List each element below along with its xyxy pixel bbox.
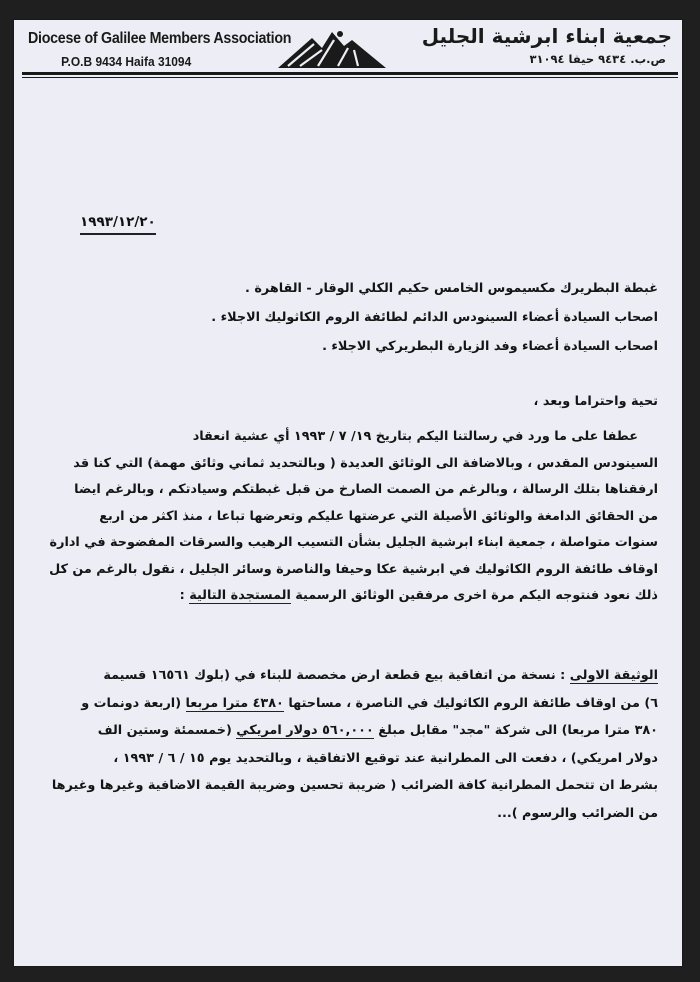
doc1-text: (اربعة دونمات و [81, 695, 186, 711]
doc1-line [40, 662, 658, 690]
pobox-ar: ص.ب. ٩٤٣٤ حيفا ٣١٠٩٤ [529, 52, 666, 66]
addressee-block [40, 274, 658, 361]
doc1-text: : نسخة من اتفاقية بيع قطعة ارض مخصصة للبناء في (بلوك ١٦٥٦١ قسيمة [103, 668, 570, 683]
org-name-en: Diocese of Galilee Members Association [28, 30, 292, 47]
doc1-text: ٦) من اوقاف طائفة الروم الكاثوليك في الناصرة ، مساحتها [283, 695, 658, 711]
paragraph-last-prefix: ذلك نعود فنتوجه اليكم مرة اخرى مرفقين الوثائق الرسمية [290, 588, 658, 603]
paragraph-line: عطفا على ما ورد في رسالتنا اليكم بتاريخ ١٩/ ٧ / ١٩٩٣ أي عشية انعقاد [192, 429, 638, 444]
doc1-price: ٥٦٠,٠٠٠ دولار امريكي [236, 723, 374, 738]
doc1-text: (خمسمئة وستين الف [97, 723, 237, 738]
document-one-paragraph [40, 662, 658, 827]
doc1-label: الوثيقة الاولى [569, 668, 658, 683]
paragraph-line: سنوات متواصلة ، جمعية ابناء ابرشية الجليل بشأن التسيب الرهيب والسرقات المفضوحة في ادارة [49, 535, 658, 550]
paragraph-line: اوقاف طائفة الروم الكاثوليك في ابرشية عكا وحيفا والناصرة وسائر الجليل ، نقول بالرغم من كل [49, 561, 658, 577]
org-name-ar: جمعية ابناء ابرشية الجليل [421, 24, 672, 48]
paragraph-line: السينودس المقدس ، وبالاضافة الى الوثائق العديدة ( وبالتحديد ثماني وثائق مهمة) التي كنا قد [73, 455, 658, 471]
doc1-area: ٤٣٨٠ مترا مربعا [185, 695, 284, 711]
addressee-line: اصحاب السيادة أعضاء وفد الزيارة البطريركي الاجلاء . [322, 339, 658, 354]
paragraph-line: من الحقائق الدامغة والوثائق الأصيلة التي عرضتها عليكم وتعرضها تباعا ، منذ اكثر من اربع [99, 508, 658, 524]
doc1-line [40, 717, 658, 745]
main-paragraph [40, 424, 658, 610]
greeting [40, 394, 658, 409]
paragraph-last-line [40, 583, 658, 610]
doc1-line: دولار امريكي) ، دفعت الى المطرانية عند توقيع الاتفاقية ، وبالتحديد يوم ١٥ / ٦ / ١٩٩٣ ، [113, 750, 658, 766]
addressee-line: اصحاب السيادة أعضاء السينودس الدائم لطائفة الروم الكاثوليك الاجلاء . [211, 310, 658, 325]
paragraph-last-suffix: : [179, 588, 190, 603]
doc1-line: بشرط ان تتحمل المطرانية كافة الضرائب ( ضريبة تحسين وضريبة القيمة الاضافية وغيرها وغيرها [51, 778, 658, 793]
doc1-text: ٣٨٠ مترا مربعا) الى شركة "مجد" مقابل مبلغ [373, 723, 658, 738]
doc1-line: من الضرائب والرسوم )... [497, 805, 658, 821]
letterhead-rule-thick [22, 72, 678, 75]
pobox-en: P.O.B 9434 Haifa 31094 [61, 54, 192, 69]
addressee-line: غبطة البطريرك مكسيموس الخامس حكيم الكلي الوقار - القاهرة . [245, 281, 658, 296]
letterhead-arabic [422, 24, 672, 66]
mountains-logo-icon [278, 28, 386, 72]
paragraph-line: ارفقناها بتلك الرسالة ، وبالرغم من الصمت الصارخ من قبل غبطتكم وسيادتكم ، وبالرغم ايضا [74, 482, 658, 497]
greeting-text: تحية واحتراما وبعد ، [533, 394, 658, 409]
doc1-line [40, 690, 658, 718]
letterhead-english [28, 30, 314, 69]
letter-date: ١٩٩٣/١٢/٢٠ [80, 214, 156, 235]
letterhead-rule-thin [22, 77, 678, 78]
underlined-phrase: المستجدة التالية [189, 588, 291, 603]
